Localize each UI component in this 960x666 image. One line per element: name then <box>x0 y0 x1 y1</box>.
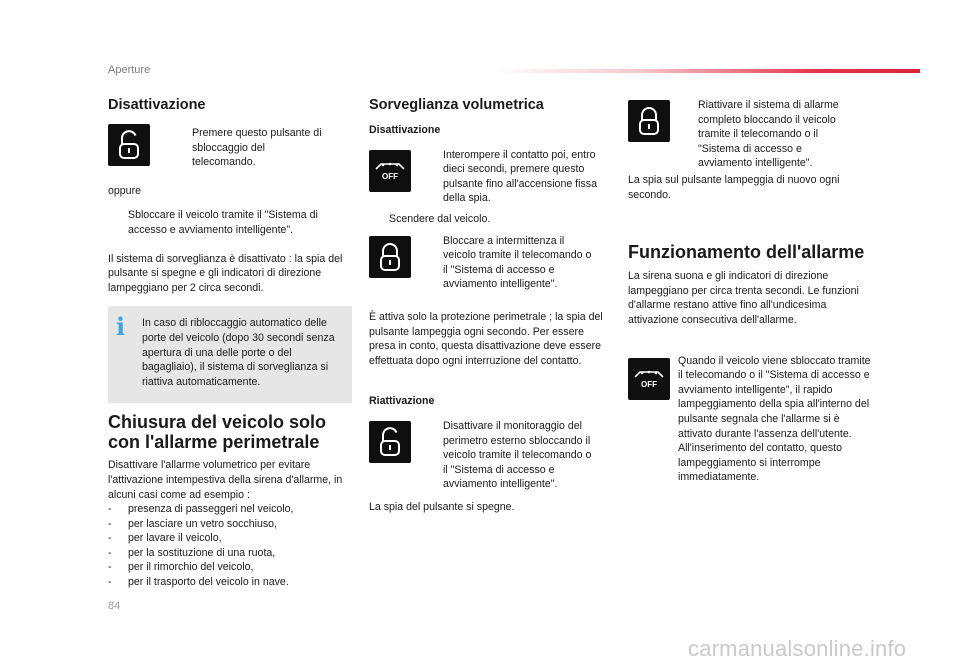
column-right <box>628 96 872 485</box>
heading-line: con l'allarme perimetrale <box>108 432 320 453</box>
column-middle <box>369 96 611 514</box>
subheading-deactivation: Disattivazione <box>369 124 441 136</box>
instruction-text: Scendere dal veicolo. <box>389 212 491 225</box>
bullet-arrow-icon <box>423 419 443 492</box>
bullet-arrow-icon <box>108 208 128 237</box>
paragraph-siren: La sirena suona e gli indicatori di direzione lampeggiano per circa trenta secondi. Le funzioni d'allarme restano attive fino all'undicesima attivazione consecutiva dell'allarme. <box>628 270 859 326</box>
instruction-text: Bloccare a intermittenza il veicolo tramite il telecomando o il "Sistema di accesso e avviamento intelligente". <box>443 234 592 291</box>
heading-volumetric: Sorveglianza volumetrica <box>369 97 544 113</box>
instruction-text: Riattivare il sistema di allarme completo bloccando il veicolo tramite il telecomando o il "Sistema di accesso e avviamento intelligente". <box>698 99 839 170</box>
unlock-button-icon <box>369 421 411 463</box>
bullet-arrow-icon <box>678 98 698 171</box>
paragraph-off: La spia del pulsante si spegne. <box>369 500 515 513</box>
list-item: - per il rimorchio del veicolo, <box>108 561 254 574</box>
off-label: OFF <box>382 171 398 181</box>
instruction-text: Premere questo pulsante di sbloccaggio del telecomando. <box>192 127 322 169</box>
subheading-reactivation: Riattivazione <box>369 395 435 408</box>
paragraph-flash: La spia sul pulsante lampeggia di nuovo ogni secondo. <box>628 173 840 201</box>
off-label: OFF <box>641 379 657 389</box>
paragraph-unlocked: Quando il veicolo viene sbloccato tramite il telecomando o il "Sistema di accesso e avviamento intelligente", il rapido lampeggiamento della spia all'interno del pulsante segnala che l'allarme si è attivato durante l'assenza dell'utente. All'inserimento del contatto, questo lampeggiamento si interrompe immediatamente. <box>678 354 871 484</box>
heading-line: Chiusura del veicolo solo <box>108 412 327 433</box>
page-number: 84 <box>108 600 121 612</box>
heading-perimeter-lock <box>108 412 352 452</box>
list-item: - presenza di passeggeri nel veicolo, <box>108 503 294 516</box>
paragraph-locking: Disattivare l'allarme volumetrico per evitare l'attivazione intempestiva della sirena d'allarme, in alcuni casi come ad esempio : <box>108 459 343 501</box>
watermark: carmanualsonline.info <box>688 636 907 661</box>
section-title: Aperture <box>108 64 151 76</box>
alarm-off-button-icon <box>628 358 670 400</box>
bullet-arrow-icon <box>423 148 443 206</box>
lock-button-icon <box>369 236 411 278</box>
bullet-arrow-icon <box>423 234 443 292</box>
list-item: - per lavare il veicolo, <box>108 532 222 545</box>
instruction-text: Sbloccare il veicolo tramite il "Sistema di accesso e avviamento intelligente". <box>128 209 318 236</box>
instruction-text: Interompere il contatto poi, entro dieci secondi, premere questo pulsante fino all'accensione fissa della spia. <box>443 148 597 205</box>
paragraph-perimeter: È attiva solo la protezione perimetrale ; la spia del pulsante lampeggia ogni secondo. Per essere presa in conto, questa disattivazione deve essere effettuata dopo ogni interruzione del contatto. <box>369 310 603 367</box>
situations-list <box>108 502 352 590</box>
header-accent-line <box>490 69 920 73</box>
bullet-arrow-icon <box>369 212 389 227</box>
heading-deactivation: Disattivazione <box>108 97 206 113</box>
instruction-text: Disattivare il monitoraggio del perimetro esterno sbloccando il veicolo tramite il telecomando o il "Sistema di accesso e avviamento intelligente". <box>443 419 592 491</box>
note-text: In caso di ribloccaggio automatico delle porte del veicolo (dopo 30 secondi senza apertura di una delle porte o del bagagliaio), il sistema di sorveglianza si riattiva automaticamente. <box>142 317 335 388</box>
lock-button-icon <box>628 100 670 142</box>
unlock-button-icon <box>108 124 150 166</box>
heading-alarm-operation: Funzionamento dell'allarme <box>628 242 865 263</box>
list-item: - per il trasporto del veicolo in nave. <box>108 576 289 589</box>
info-icon: i <box>116 312 126 342</box>
column-left <box>108 96 352 590</box>
info-note <box>108 306 352 403</box>
list-item: - per lasciare un vetro socchiuso, <box>108 517 277 530</box>
list-item: - per la sostituzione di una ruota, <box>108 546 276 559</box>
alarm-off-button-icon <box>369 150 411 192</box>
paragraph-deactivated: Il sistema di sorveglianza è disattivato : la spia del pulsante si spegne e gli indicatori di direzione lampeggiano per 2 circa secondi. <box>108 252 343 294</box>
bullet-arrow-icon <box>172 126 192 170</box>
or-text: oppure <box>108 184 141 197</box>
